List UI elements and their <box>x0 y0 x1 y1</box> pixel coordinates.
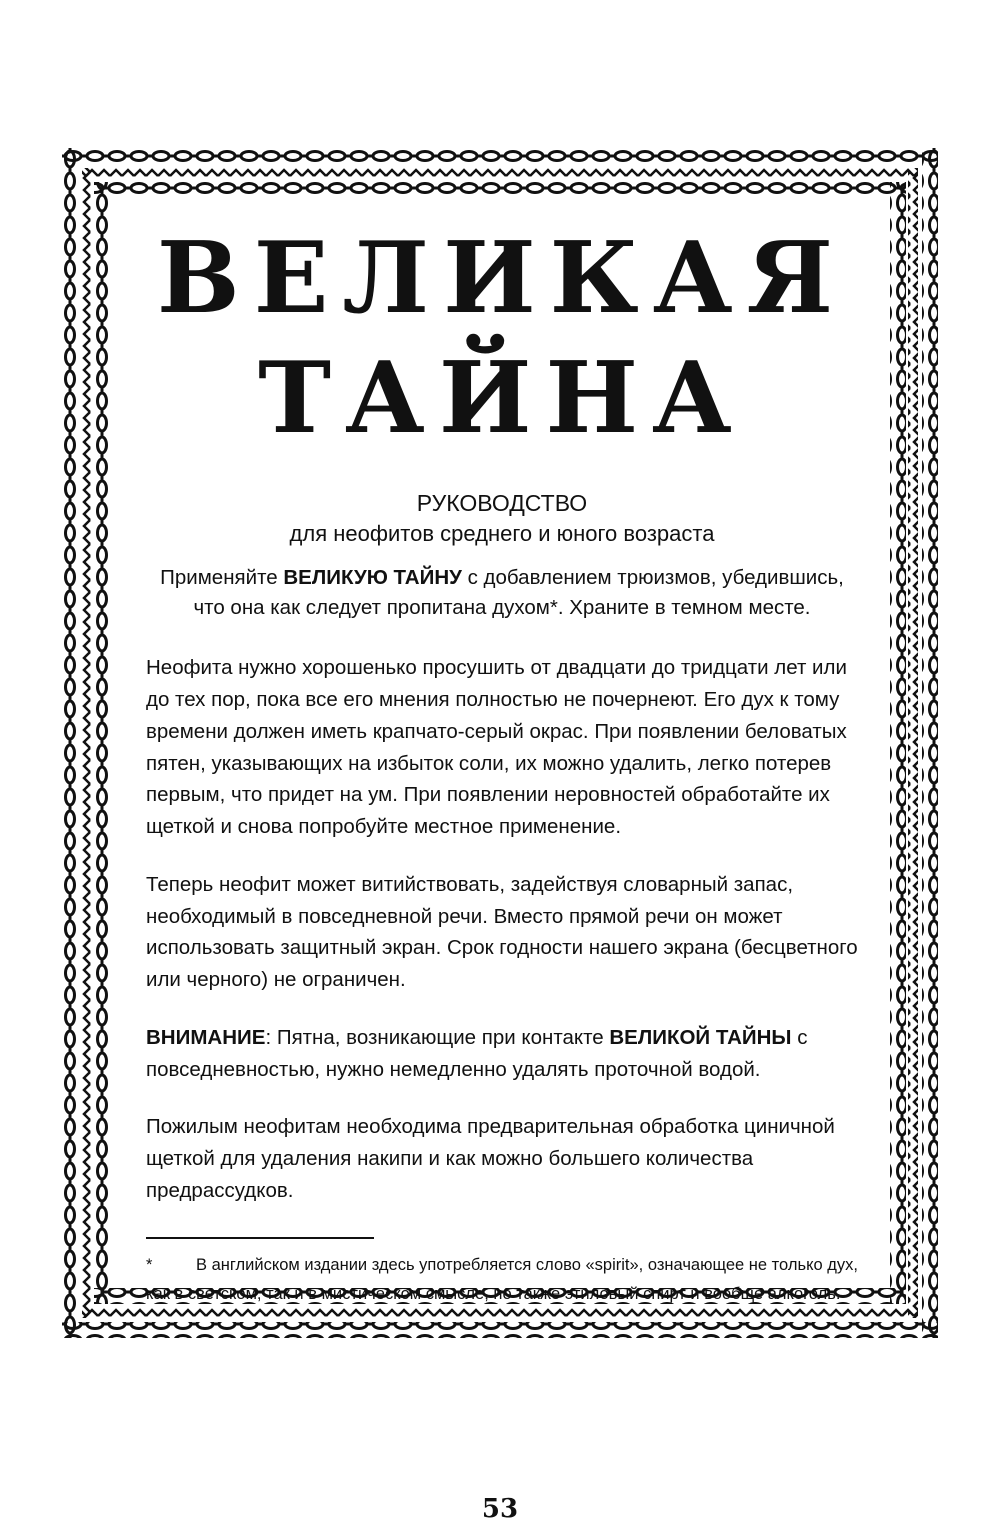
paragraph-2: Теперь неофит может витийствовать, задействуя словарный запас, необходимый в повседневной речи. Вместо прямой речи он может использовать защитный экран. Срок годности нашего экрана (бесцветного или черного) не ограничен. <box>146 872 858 992</box>
footnote <box>146 1251 858 1309</box>
footnote-text: В английском издании здесь употребляется слово «spirit», означающее не только дух, как в светском, так и в мистическом смысле, но также этиловый спирт и вообще алкоголь. <box>146 1255 858 1303</box>
paragraph-3-text-1: : Пятна, возникающие при контакте <box>265 1025 610 1049</box>
lead-paragraph <box>146 563 858 625</box>
subtitle-line-1: РУКОВОДСТВО <box>416 490 588 516</box>
page-number: 53 <box>481 1494 519 1524</box>
page-content <box>146 221 858 1308</box>
paragraph-1: Неофита нужно хорошенько просушить от двадцати до тридцати лет или до тех пор, пока все его мнения полностью не почернеют. Его дух к тому времени должен иметь крапчато-серый окрас. При появлении беловатых пятен, указывающих на избыток соли, их можно удалить, легко потерев первым, что придет на ум. При появлении неровностей обработайте их щеткой и снова попробуйте местное применение. <box>146 656 847 839</box>
subtitle <box>146 488 858 549</box>
warning-label: ВНИМАНИЕ <box>146 1025 266 1049</box>
footnote-marker: * <box>146 1255 153 1274</box>
lead-text-2: с добавлением трюизмов, убедившись, <box>461 565 844 589</box>
subtitle-line-2: для неофитов среднего и юного возраста <box>289 521 715 547</box>
title-line-1: ВЕЛИКАЯ <box>156 221 848 336</box>
paragraph-3 <box>146 1022 858 1086</box>
title-line-2: ТАЙНА <box>258 341 746 456</box>
lead-text-1: Применяйте <box>160 565 284 589</box>
lead-bold: ВЕЛИКУЮ ТАЙНУ <box>283 565 462 589</box>
lead-line-2: что она как следует пропитана духом*. Храните в темном месте. <box>193 596 811 620</box>
paragraph-3-bold: ВЕЛИКОЙ ТАЙНЫ <box>609 1025 792 1049</box>
footnote-divider <box>146 1237 374 1239</box>
paragraph-3-text-2: с повседневностью, нужно немедленно удалять проточной водой. <box>146 1025 808 1081</box>
paragraph-4: Пожилым неофитам необходима предварительная обработка циничной щеткой для удаления накипи и как можно большего количества предрассудков. <box>146 1115 835 1202</box>
